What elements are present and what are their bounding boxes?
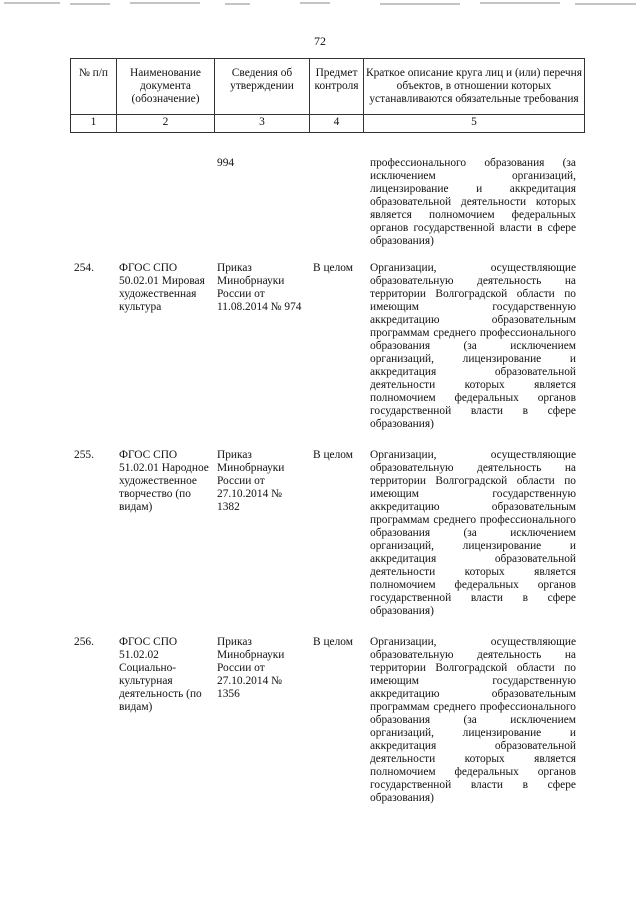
table-header xyxy=(70,58,585,133)
row-description: Организации, осуществляющие образовательную деятельность на территории Волгоградской области по имеющим государственную аккредитацию образовательным программам среднего профессионального образования (за исключением организаций, лицензирование и аккредитация образовательной деятельности которых является полномочием федеральных органов государственной власти в сфере образования) xyxy=(370,636,576,804)
row-document: ФГОС СПО 51.02.01 Народное художественное творчество (по видам) xyxy=(119,449,209,513)
header-col-number: 5 xyxy=(364,115,585,133)
header-col-number: 3 xyxy=(215,115,310,133)
continuation-description: профессионального образования (за исключением организаций, лицензирование и аккредитация образовательной деятельности которых является полномочием федеральных органов государственной власти в сфере образования) xyxy=(370,157,576,247)
page-number: 72 xyxy=(314,34,326,48)
header-col-number: 2 xyxy=(117,115,215,133)
row-approval: Приказ Минобрнауки России от 11.08.2014 № 974 xyxy=(217,262,302,313)
row-subject: В целом xyxy=(313,449,353,461)
row-subject: В целом xyxy=(313,262,353,274)
row-description: Организации, осуществляющие образовательную деятельность на территории Волгоградской области по имеющим государственную аккредитацию образовательным программам среднего профессионального образования (за исключением организаций, лицензирование и аккредитация образовательной деятельности которых является полномочием федеральных органов государственной власти в сфере образования) xyxy=(370,262,576,430)
row-number: 255. xyxy=(74,449,94,461)
row-number: 254. xyxy=(74,262,94,274)
header-description: Краткое описание круга лиц и (или) перечня объектов, в отношении которых устанавливаются обязательные требования xyxy=(364,59,585,115)
header-col-number: 1 xyxy=(71,115,117,133)
row-approval: Приказ Минобрнауки России от 27.10.2014 № 1356 xyxy=(217,636,285,700)
header-document-name: Наименование документа (обозначение) xyxy=(117,59,215,115)
scan-noise-strip xyxy=(0,0,640,8)
row-description: Организации, осуществляющие образовательную деятельность на территории Волгоградской области по имеющим государственную аккредитацию образовательным программам среднего профессионального образования (за исключением организаций, лицензирование и аккредитация образовательной деятельности которых является полномочием федеральных органов государственной власти в сфере образования) xyxy=(370,449,576,617)
header-col-number: 4 xyxy=(310,115,364,133)
row-approval: Приказ Минобрнауки России от 27.10.2014 № 1382 xyxy=(217,449,285,513)
continuation-approval: 994 xyxy=(217,157,235,169)
row-document: ФГОС СПО 50.02.01 Мировая художественная культура xyxy=(119,262,205,313)
header-number: № п/п xyxy=(71,59,117,115)
header-approval: Сведения об утверждении xyxy=(215,59,310,115)
row-number: 256. xyxy=(74,636,94,648)
header-control-subject: Предмет контроля xyxy=(310,59,364,115)
row-subject: В целом xyxy=(313,636,353,648)
row-document: ФГОС СПО 51.02.02 Социально-культурная деятельность (по видам) xyxy=(119,636,202,713)
